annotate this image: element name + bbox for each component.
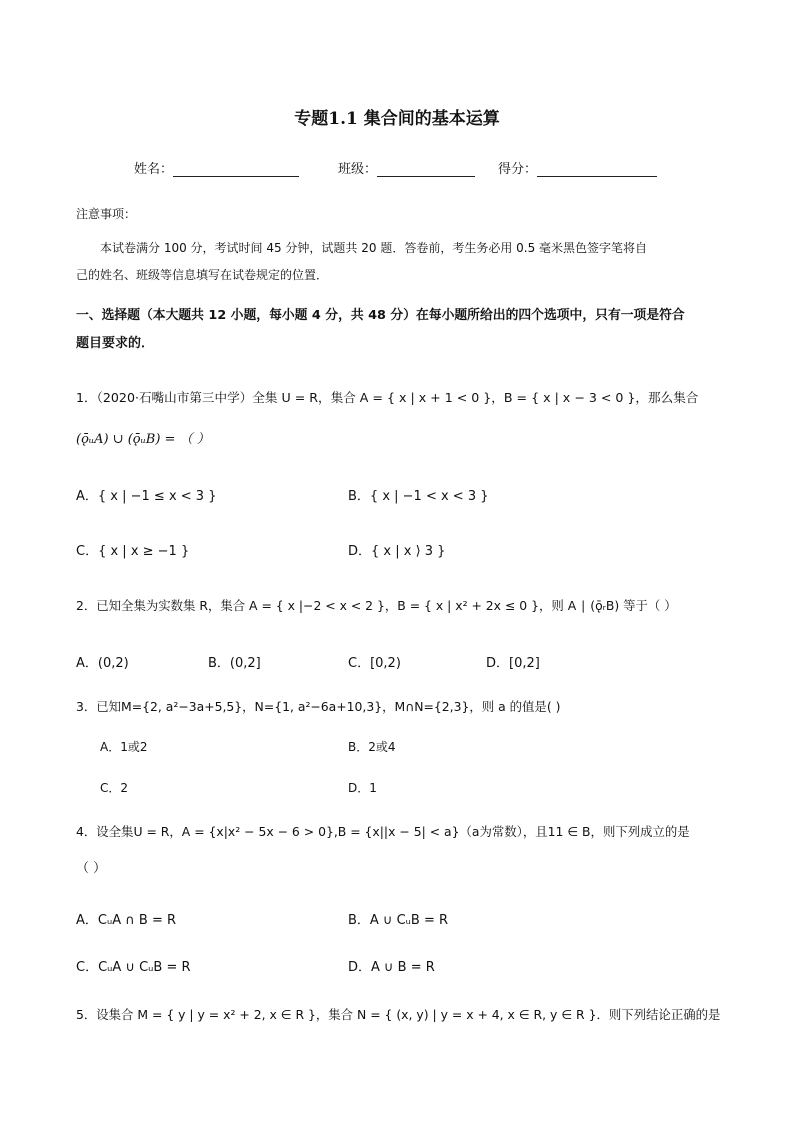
page-title: 专题1.1 集合间的基本运算 <box>294 109 500 129</box>
q1-option-b[interactable]: B．{ x | −1 < x < 3 } <box>348 489 489 504</box>
q3-stem: 3．已知M={2, a²−3a+5,5}，N={1, a²−6a+10,3}，M∩N={2,3}，则 a 的值是( ) <box>76 699 561 714</box>
class-blank[interactable] <box>377 162 475 177</box>
class-label: 班级： <box>338 162 378 177</box>
q3-option-c[interactable]: C．2 <box>100 781 129 795</box>
q4-option-d[interactable]: D．A ∪ B = R <box>348 960 435 975</box>
q4-option-a[interactable]: A．CᵤA ∩ B = R <box>76 913 177 928</box>
notice-line-1: 本试卷满分 100 分，考试时间 45 分钟，试题共 20 题．答卷前，考生务必用 0.5 毫米黑色签字笔将自 <box>100 241 648 255</box>
q2-option-d[interactable]: D．[0,2] <box>486 656 540 671</box>
q4-option-b[interactable]: B．A ∪ CᵤB = R <box>348 913 449 928</box>
notice-heading: 注意事项： <box>76 207 137 221</box>
q1-option-a[interactable]: A．{ x | −1 ≤ x < 3 } <box>76 489 217 504</box>
q2-option-b[interactable]: B．(0,2] <box>208 656 261 671</box>
q1-option-d[interactable]: D．{ x | x ⟩ 3 } <box>348 544 446 559</box>
q3-option-d[interactable]: D．1 <box>348 781 377 795</box>
section-heading-line-1: 一、选择题（本大题共 12 小题，每小题 4 分，共 48 分）在每小题所给出的四个选项中，只有一项是符合 <box>76 308 685 323</box>
q1-stem-line-1: 1．（2020·石嘴山市第三中学）全集 U = R，集合 A = { x | x + 1 < 0 }，B = { x | x − 3 < 0 }，那么集合 <box>76 390 699 405</box>
q3-option-b[interactable]: B．2或4 <box>348 740 396 754</box>
q2-option-c[interactable]: C．[0,2) <box>348 656 401 671</box>
score-field <box>498 158 657 177</box>
name-label: 姓名： <box>134 162 174 177</box>
name-field <box>134 158 299 177</box>
section-heading-line-2: 题目要求的． <box>76 336 155 351</box>
score-label: 得分： <box>498 162 538 177</box>
score-blank[interactable] <box>537 162 657 177</box>
q3-option-a[interactable]: A．1或2 <box>100 740 148 754</box>
class-field <box>338 158 475 177</box>
q4-option-c[interactable]: C．CᵤA ∪ CᵤB = R <box>76 960 191 975</box>
name-blank[interactable] <box>173 162 299 177</box>
q2-option-a[interactable]: A．(0,2) <box>76 656 129 671</box>
q4-stem-line-2: （ ） <box>76 861 107 876</box>
q2-stem: 2．已知全集为实数集 R，集合 A = { x |−2 < x < 2 }，B = { x | x² + 2x ≤ 0 }，则 A ∣ (ǭᵣB) 等于（ ） <box>76 598 677 613</box>
q5-stem: 5．设集合 M = { y | y = x² + 2, x ∈ R }，集合 N = { (x, y) | y = x + 4, x ∈ R, y ∈ R }．则下列结论正确的是 <box>76 1007 721 1022</box>
q4-stem-line-1: 4．设全集U = R，A = {x|x² − 5x − 6 > 0},B = {x||x − 5| < a}（a为常数），且11 ∈ B，则下列成立的是 <box>76 824 690 839</box>
q1-stem-line-2: (ǭᵤA) ∪ (ǭᵤB) = （ ） <box>76 432 210 447</box>
q1-option-c[interactable]: C．{ x | x ≥ −1 } <box>76 544 190 559</box>
notice-line-2: 己的姓名、班级等信息填写在试卷规定的位置． <box>76 268 329 282</box>
